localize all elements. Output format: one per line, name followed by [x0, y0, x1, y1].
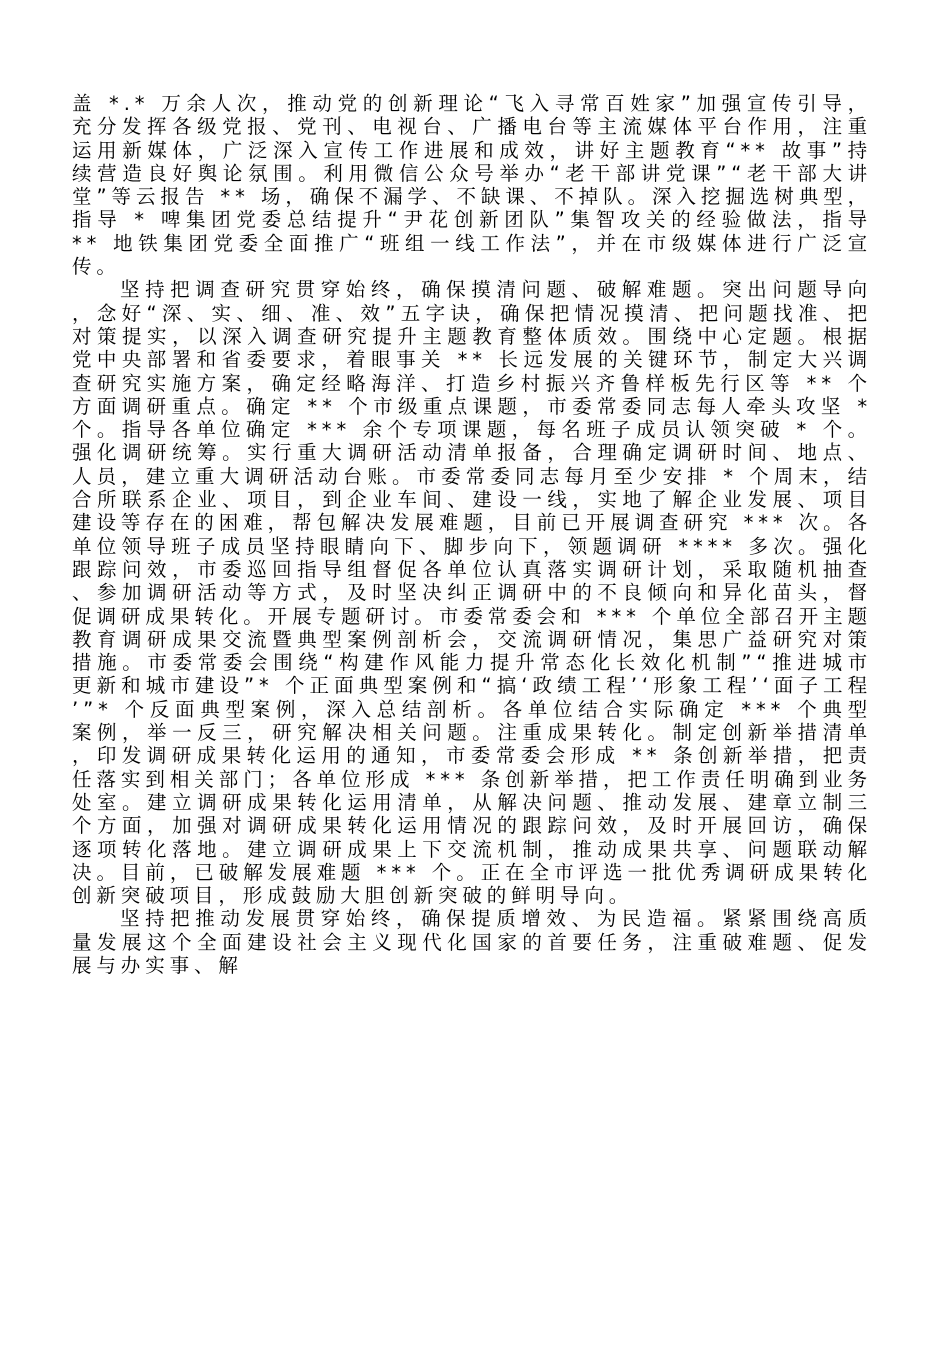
paragraph-3: 坚持把推动发展贯穿始终，确保提质增效、为民造福。紧紧围绕高质量发展这个全面建设社会主义现代化国家的首要任务，注重破难题、促发展与办实事、解: [72, 907, 872, 977]
paragraph-2: 坚持把调查研究贯穿始终，确保摸清问题、破解难题。突出问题导向，念好“深、实、细、准、效”五字诀，确保把情况摸清、把问题找准、把对策提实，以深入调查研究提升主题教育整体质效。围绕中心定题。根据党中央部署和省委要求，着眼事关 ** 长远发展的关键环节，制定大兴调查研究实施方案，确定经略海洋、打造乡村振兴齐鲁样板先行区等 ** 个方面调研重点。确定 ** 个市级重点课题，市委常委同志每人牵头攻坚 * 个。指导各单位确定 *** 余个专项课题，每名班子成员认领突破 * 个。强化调研统筹。实行重大调研活动清单报备，合理确定调研时间、地点、人员，建立重大调研活动台账。市委常委同志每月至少安排 * 个周末，结合所联系企业、项目，到企业车间、建设一线，实地了解企业发展、项目建设等存在的困难，帮包解决发展难题，目前已开展调查研究 *** 次。各单位领导班子成员坚持眼睛向下、脚步向下，领题调研 **** 多次。强化跟踪问效，市委巡回指导组督促各单位认真落实调研计划，采取随机抽查、参加调研活动等方式，及时坚决纠正调研中的不良倾向和异化苗头，督促调研成果转化。开展专题研讨。市委常委会和 *** 个单位全部召开主题教育调研成果交流暨典型案例剖析会，交流调研情况，集思广益研究对策措施。市委常委会围绕“构建作风能力提升常态化长效化机制”“推进城市更新和城市建设”* 个正面典型案例和“搞‘政绩工程’‘形象工程’‘面子工程’”* 个反面典型案例，深入总结剖析。各单位结合实际确定 *** 个典型案例，举一反三，研究解决相关问题。注重成果转化。制定创新举措清单，印发调研成果转化运用的通知，市委常委会形成 ** 条创新举措，把责任落实到相关部门；各单位形成 *** 条创新举措，把工作责任明确到业务处室。建立调研成果转化运用清单，从解决问题、推动发展、建章立制三个方面，加强对调研成果转化运用情况的跟踪问效，及时开展回访，确保逐项转化落地。建立调研成果上下交流机制，推动成果共享、问题联动解决。目前，已破解发展难题 *** 个。正在全市评选一批优秀调研成果转化创新突破项目，形成鼓励大胆创新突破的鲜明导向。: [72, 278, 872, 908]
paragraph-1: 盖 *.* 万余人次，推动党的创新理论“飞入寻常百姓家”加强宣传引导，充分发挥各级党报、党刊、电视台、广播电台等主流媒体平台作用，注重运用新媒体，广泛深入宣传工作进展和成效，讲好主题教育“** 故事”持续营造良好舆论氛围。利用微信公众号举办“老干部讲党课”“老干部大讲堂”等云报告 ** 场，确保不漏学、不缺课、不掉队。深入挖掘选树典型，指导 * 啤集团党委总结提升“尹花创新团队”集智攻关的经验做法，指导 ** 地铁集团党委全面推广“班组一线工作法”，并在市级媒体进行广泛宣传。: [72, 92, 872, 279]
document-page: [72, 92, 872, 977]
